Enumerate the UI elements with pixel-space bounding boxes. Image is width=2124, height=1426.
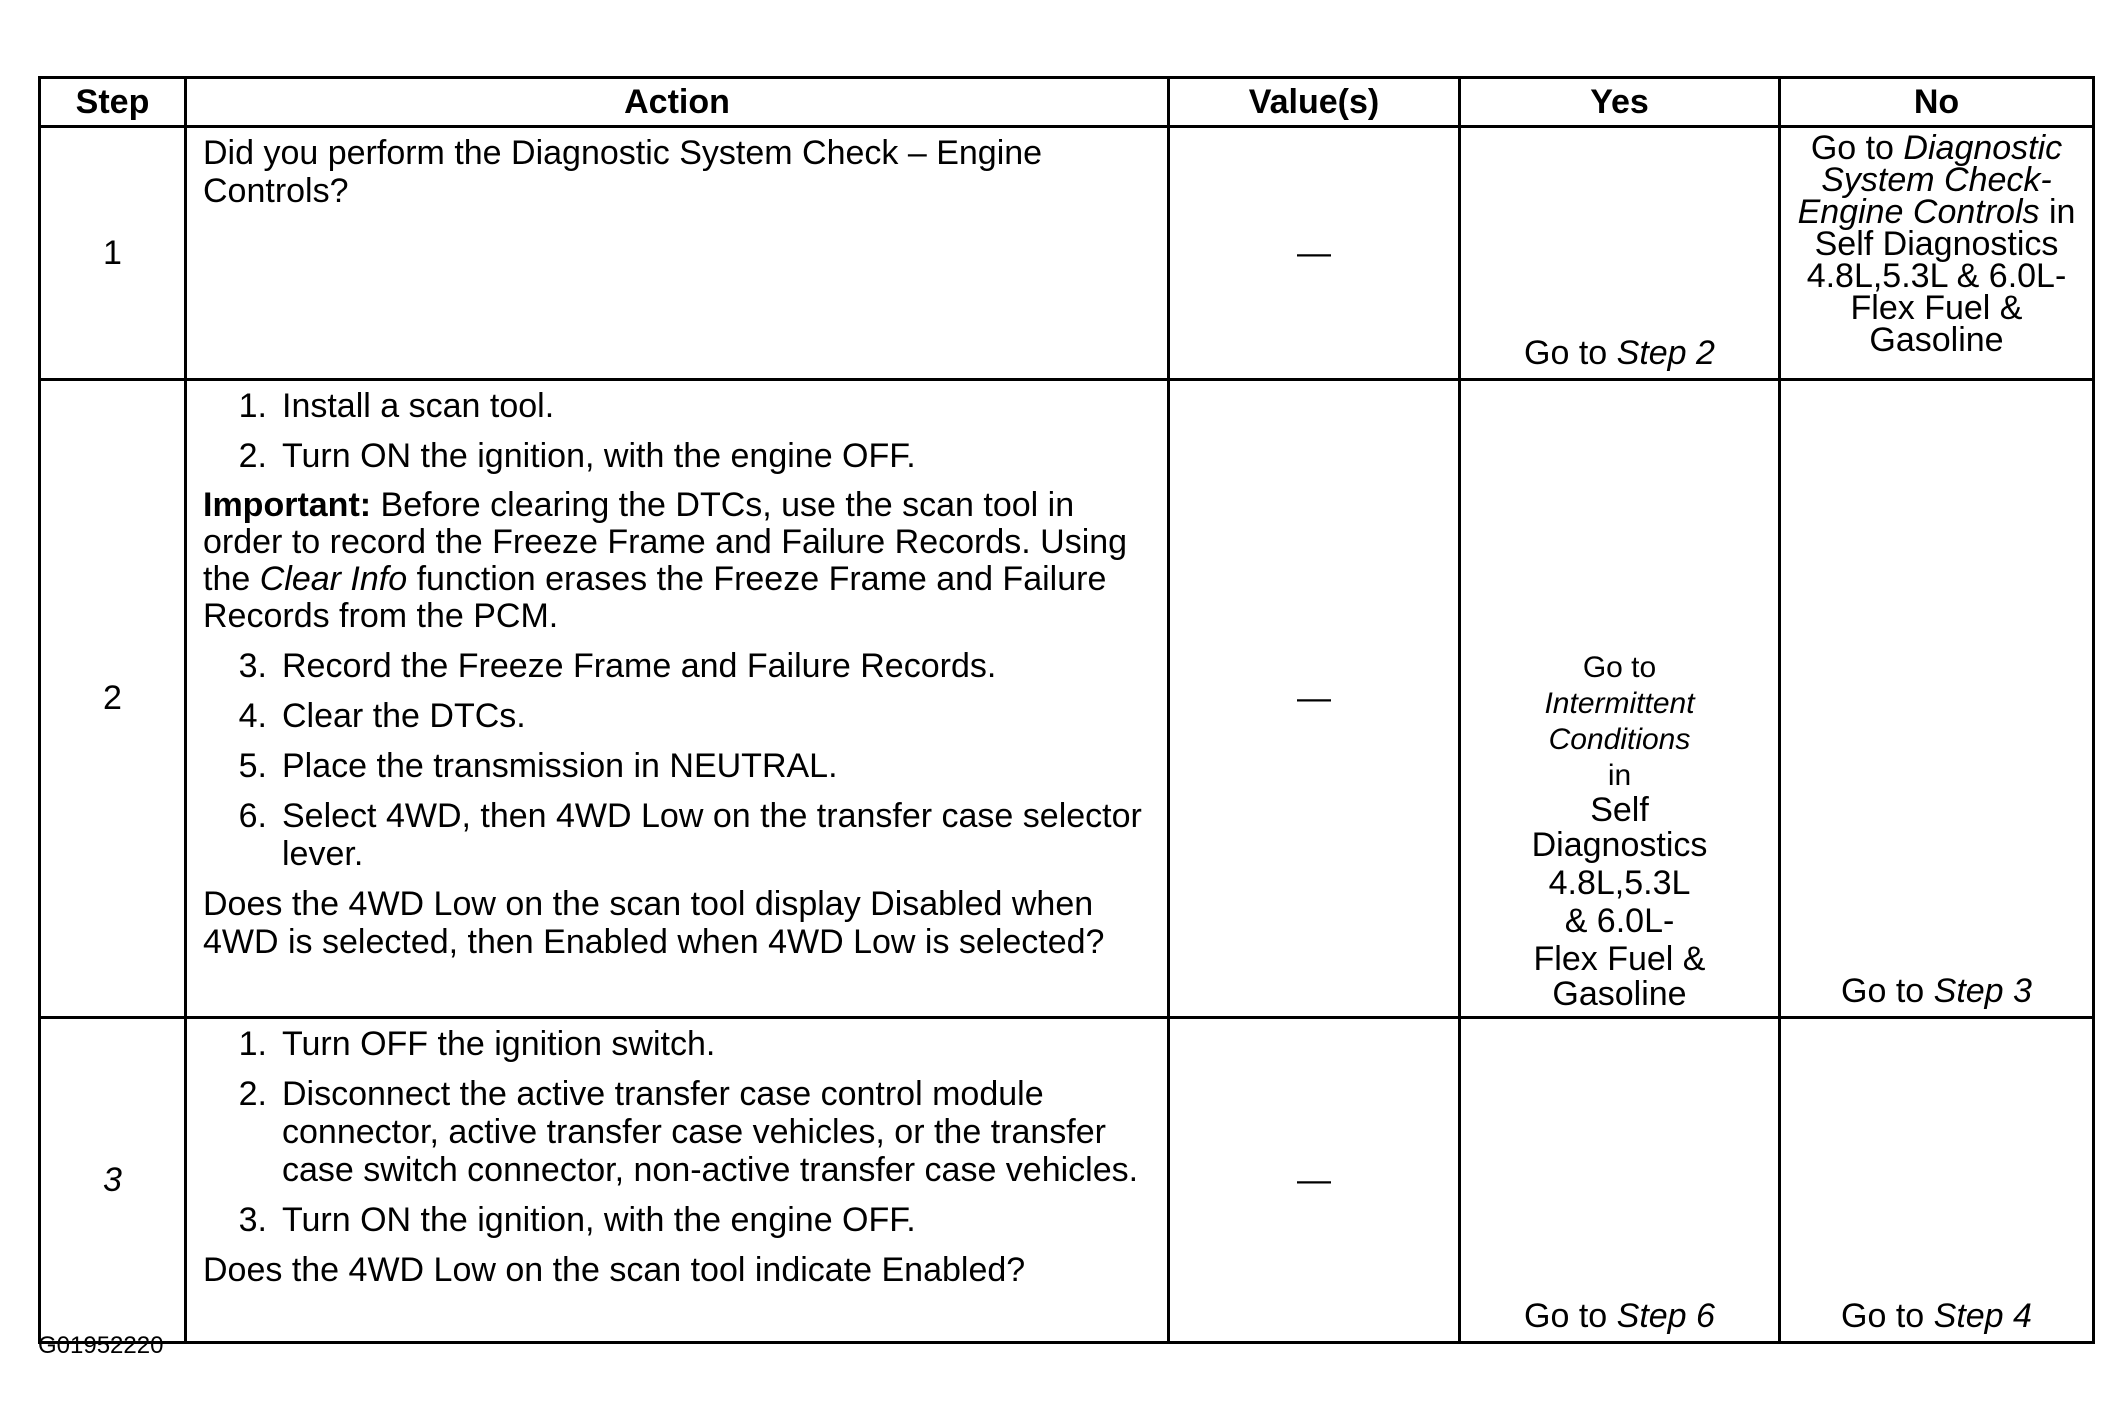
yes-cell bbox=[1460, 1018, 1780, 1343]
no-step-link[interactable]: Step 4 bbox=[1933, 1297, 2032, 1335]
step-num: 4. bbox=[238, 697, 267, 735]
no-line: Self Diagnostics bbox=[1814, 225, 2059, 263]
header-action: Action bbox=[186, 78, 1169, 127]
table-header-row bbox=[40, 78, 2094, 127]
step-number: 1 bbox=[40, 127, 186, 380]
yes-cell bbox=[1460, 127, 1780, 380]
step-text: Select 4WD, then 4WD Low on the transfer case selector lever. bbox=[282, 797, 1142, 873]
list-item bbox=[203, 437, 1151, 475]
no-cell bbox=[1780, 380, 2094, 1018]
yes-line: 4.8L,5.3L bbox=[1548, 864, 1691, 902]
no-line: Flex Fuel & bbox=[1850, 289, 2023, 327]
action-cell bbox=[186, 1018, 1169, 1343]
yes-step-link[interactable]: Step 6 bbox=[1616, 1297, 1715, 1335]
step-text: Clear the DTCs. bbox=[282, 697, 526, 735]
table-row bbox=[40, 380, 2094, 1018]
step-num: 3. bbox=[238, 1201, 267, 1239]
list-item bbox=[203, 697, 1151, 735]
important-text: function erases the Freeze Frame and Failure Records from the PCM. bbox=[203, 560, 1107, 635]
step-num: 3. bbox=[238, 647, 267, 685]
figure-code: G01952220 bbox=[38, 1332, 164, 1359]
yes-line: in bbox=[1607, 759, 1632, 792]
no-line: 4.8L,5.3L & 6.0L- bbox=[1806, 257, 2067, 295]
value-cell: — bbox=[1169, 1018, 1460, 1343]
step-text: Turn ON the ignition, with the engine OFF. bbox=[282, 1201, 916, 1239]
table-row bbox=[40, 127, 2094, 380]
list-item bbox=[203, 1025, 1151, 1063]
value-cell: — bbox=[1169, 380, 1460, 1018]
header-no: No bbox=[1780, 78, 2094, 127]
action-question: Does the 4WD Low on the scan tool indicate Enabled? bbox=[203, 1251, 1026, 1289]
no-line: Gasoline bbox=[1869, 321, 2004, 359]
action-question: Does the 4WD Low on the scan tool display Disabled when 4WD is selected, then Enabled when 4WD Low is selected? bbox=[203, 885, 1105, 961]
yes-line: Flex Fuel & bbox=[1533, 940, 1706, 978]
step-text: Record the Freeze Frame and Failure Records. bbox=[282, 647, 997, 685]
list-item bbox=[203, 797, 1151, 873]
step-number: 2 bbox=[40, 380, 186, 1018]
step-text: Turn ON the ignition, with the engine OFF. bbox=[282, 437, 916, 475]
yes-line: Self bbox=[1590, 791, 1649, 829]
diagnostic-table bbox=[38, 76, 2095, 1344]
no-procedure-link[interactable]: Diagnostic System Check-Engine Controls bbox=[1797, 129, 2063, 231]
important-text: Before clearing the DTCs, use the scan tool in order to record the Freeze Frame and Failure Records. Using the bbox=[203, 486, 1128, 598]
action-cell bbox=[186, 380, 1169, 1018]
list-item bbox=[203, 1201, 1151, 1239]
value-cell: — bbox=[1169, 127, 1460, 380]
no-prefix: Go to bbox=[1810, 129, 1904, 167]
action-steps bbox=[203, 387, 1151, 475]
action-question: Did you perform the Diagnostic System Check – Engine Controls? bbox=[203, 134, 1043, 210]
action-steps bbox=[203, 647, 1151, 873]
header-step: Step bbox=[40, 78, 186, 127]
header-values: Value(s) bbox=[1169, 78, 1460, 127]
no-step-link[interactable]: Step 3 bbox=[1933, 972, 2032, 1010]
header-yes: Yes bbox=[1460, 78, 1780, 127]
step-number: 3 bbox=[40, 1018, 186, 1343]
action-cell bbox=[186, 127, 1169, 380]
yes-cell bbox=[1460, 380, 1780, 1018]
no-prefix: Go to bbox=[1841, 972, 1934, 1010]
step-num: 5. bbox=[238, 747, 267, 785]
step-num: 2. bbox=[238, 437, 267, 475]
list-item bbox=[203, 387, 1151, 425]
step-text: Install a scan tool. bbox=[282, 387, 555, 425]
action-steps bbox=[203, 1025, 1151, 1239]
list-item bbox=[203, 747, 1151, 785]
step-text: Place the transmission in NEUTRAL. bbox=[282, 747, 838, 785]
important-label: Important: bbox=[203, 486, 372, 524]
list-item bbox=[203, 647, 1151, 685]
step-text: Turn OFF the ignition switch. bbox=[282, 1025, 716, 1063]
step-num: 2. bbox=[238, 1075, 267, 1113]
list-item bbox=[203, 1075, 1151, 1189]
yes-line: Diagnostics bbox=[1531, 826, 1708, 864]
step-num: 1. bbox=[238, 387, 267, 425]
step-num: 6. bbox=[238, 797, 267, 835]
no-suffix: in bbox=[2039, 193, 2076, 231]
important-italic: Clear Info bbox=[259, 560, 408, 598]
yes-line: Go to bbox=[1582, 651, 1657, 684]
yes-prefix: Go to bbox=[1524, 334, 1617, 372]
yes-procedure-link[interactable]: Conditions bbox=[1548, 723, 1691, 756]
no-prefix: Go to bbox=[1841, 1297, 1934, 1335]
table-row bbox=[40, 1018, 2094, 1343]
yes-line: Gasoline bbox=[1552, 975, 1687, 1013]
no-cell bbox=[1780, 127, 2094, 380]
step-num: 1. bbox=[238, 1025, 267, 1063]
yes-line: & 6.0L- bbox=[1564, 902, 1675, 940]
yes-procedure-link[interactable]: Intermittent bbox=[1544, 687, 1695, 720]
yes-step-link[interactable]: Step 2 bbox=[1616, 334, 1715, 372]
important-note bbox=[203, 487, 1151, 635]
no-cell bbox=[1780, 1018, 2094, 1343]
yes-prefix: Go to bbox=[1524, 1297, 1617, 1335]
step-text: Disconnect the active transfer case control module connector, active transfer case vehicles, or the transfer case switch connector, non-active transfer case vehicles. bbox=[282, 1075, 1139, 1189]
